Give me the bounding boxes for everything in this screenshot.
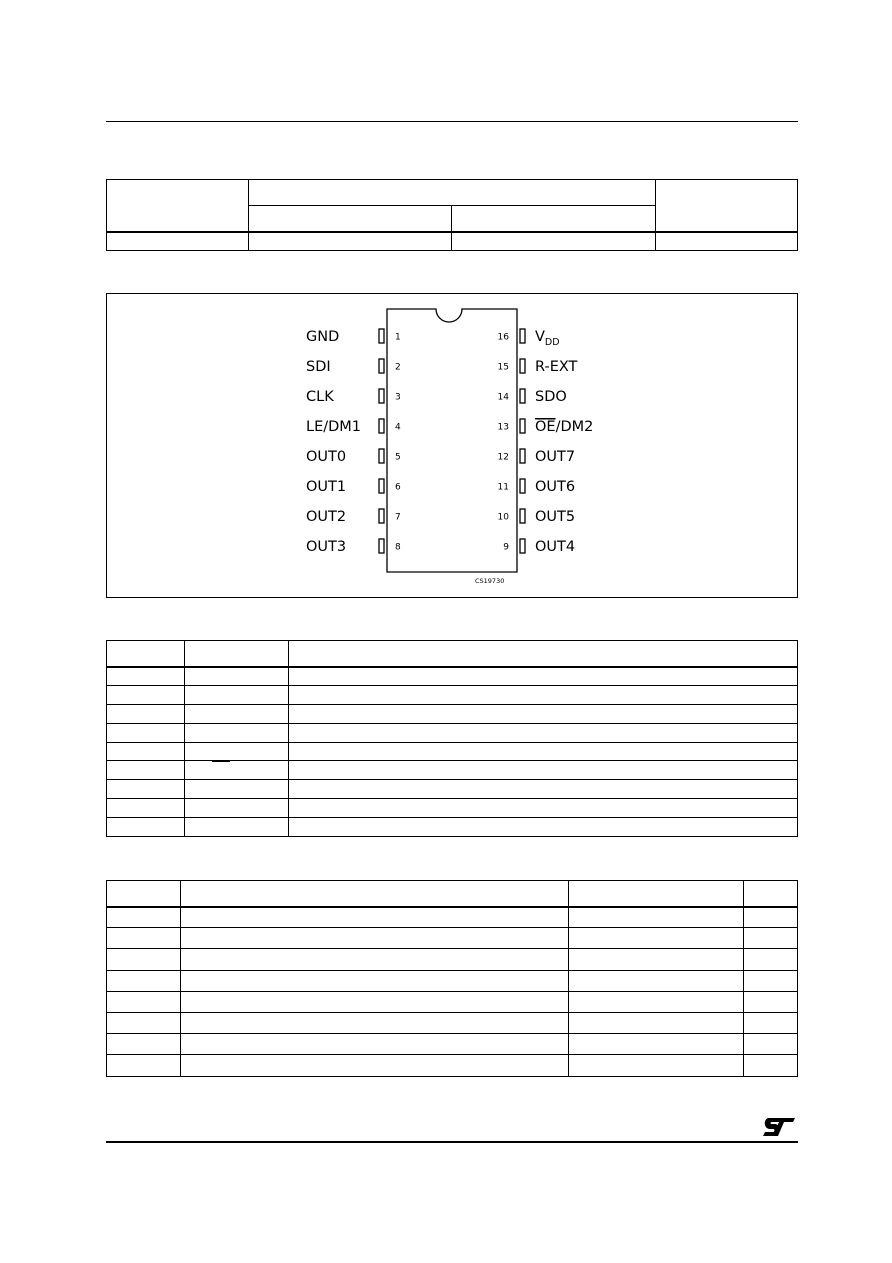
pin-lead bbox=[520, 509, 525, 523]
pin-label: OUT5 bbox=[535, 509, 576, 525]
pin-number: 9 bbox=[503, 542, 509, 553]
pin-lead bbox=[520, 329, 525, 343]
pin-number: 10 bbox=[497, 512, 509, 523]
pin-label: R-EXT bbox=[535, 359, 578, 375]
table-row-line bbox=[107, 685, 797, 686]
pin-lead bbox=[379, 449, 384, 463]
pin-number: 4 bbox=[395, 422, 401, 433]
pin-number: 12 bbox=[497, 452, 509, 463]
pin-lead bbox=[379, 329, 384, 343]
table-row-line bbox=[107, 742, 797, 743]
pin-number: 8 bbox=[395, 542, 401, 553]
ordering-table-divider bbox=[248, 180, 249, 250]
pin-connection-figure bbox=[106, 293, 798, 598]
header-rule bbox=[106, 121, 798, 122]
pin-lead bbox=[520, 449, 525, 463]
table-row-line bbox=[107, 704, 797, 705]
ratings-table bbox=[106, 880, 798, 1077]
st-logo bbox=[762, 1116, 798, 1138]
pin-label: OUT2 bbox=[306, 509, 347, 525]
footer-rule bbox=[106, 1141, 798, 1143]
ordering-table bbox=[106, 179, 798, 251]
pin-number: 5 bbox=[395, 452, 401, 463]
pin-lead bbox=[520, 419, 525, 433]
pin-label: OUT7 bbox=[535, 449, 576, 465]
pin-lead bbox=[520, 539, 525, 553]
pin-number: 2 bbox=[395, 362, 401, 373]
ic-body bbox=[387, 309, 517, 572]
pin-number: 13 bbox=[497, 422, 509, 433]
pin-label: CLK bbox=[306, 389, 334, 405]
ordering-table-divider bbox=[655, 180, 656, 250]
ratings-table-divider bbox=[180, 881, 181, 1076]
pin-label: SDO bbox=[535, 389, 567, 405]
table-row-line bbox=[107, 760, 797, 761]
pin-label: $V_{DD}$ bbox=[535, 329, 560, 348]
pin-lead bbox=[379, 509, 384, 523]
pin-lead bbox=[379, 539, 384, 553]
ordering-table-divider bbox=[451, 205, 452, 250]
table-row-line bbox=[107, 817, 797, 818]
pin-description-table bbox=[106, 640, 798, 837]
pin-number: 3 bbox=[395, 392, 401, 403]
pin-label: OUT0 bbox=[306, 449, 347, 465]
pin-table-divider bbox=[288, 641, 289, 836]
pin-number: 11 bbox=[497, 482, 509, 493]
ratings-table-divider bbox=[568, 881, 569, 1076]
overbar-mark bbox=[212, 761, 230, 762]
pin-label: LE/DM1 bbox=[306, 419, 362, 435]
pin-number: 1 bbox=[395, 332, 401, 343]
ordering-table-subheader-line bbox=[248, 205, 655, 206]
pin-lead bbox=[520, 359, 525, 373]
pin-label: SDI bbox=[306, 359, 331, 375]
pin-number: 16 bbox=[497, 332, 509, 343]
pin-number: 6 bbox=[395, 482, 401, 493]
pin-number: 14 bbox=[497, 392, 509, 403]
pin-label: OUT1 bbox=[306, 479, 347, 495]
pin-label: OE/DM2 bbox=[535, 419, 594, 435]
drawing-code: CS19730 bbox=[475, 577, 505, 585]
pin-lead bbox=[520, 389, 525, 403]
pin-lead bbox=[520, 479, 525, 493]
pin-lead bbox=[379, 479, 384, 493]
pin-number: 7 bbox=[395, 512, 401, 523]
pin-lead bbox=[379, 389, 384, 403]
table-row-line bbox=[107, 948, 797, 949]
table-row-line bbox=[107, 779, 797, 780]
pin-label: OUT3 bbox=[306, 539, 347, 555]
pin-lead bbox=[379, 419, 384, 433]
table-row-line bbox=[107, 927, 797, 928]
table-row-line bbox=[107, 723, 797, 724]
table-row-line bbox=[107, 798, 797, 799]
pin-lead bbox=[379, 359, 384, 373]
ratings-table-divider bbox=[743, 881, 744, 1076]
pin-label: OUT4 bbox=[535, 539, 576, 555]
pin-label: GND bbox=[306, 329, 340, 345]
table-row-line bbox=[107, 970, 797, 971]
table-row-line bbox=[107, 906, 797, 908]
pin-number: 15 bbox=[497, 362, 509, 373]
pin-label: OUT6 bbox=[535, 479, 576, 495]
table-row-line bbox=[107, 1012, 797, 1013]
table-row-line bbox=[107, 666, 797, 668]
ordering-table-header-line bbox=[107, 231, 797, 233]
table-row-line bbox=[107, 1033, 797, 1034]
table-row-line bbox=[107, 1054, 797, 1055]
table-row-line bbox=[107, 991, 797, 992]
pin-table-divider bbox=[184, 641, 185, 836]
ic-package-diagram bbox=[107, 294, 796, 596]
